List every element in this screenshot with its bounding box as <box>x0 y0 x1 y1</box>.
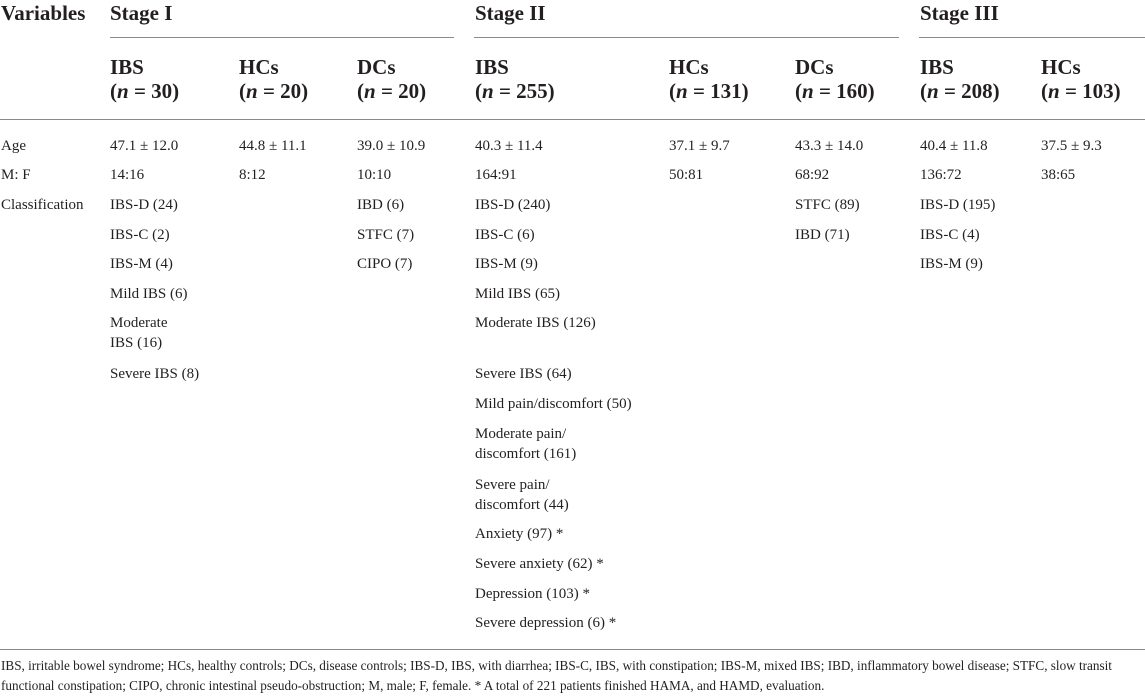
classification-item: STFC (7) <box>357 227 415 243</box>
classification-item: Mild pain/discomfort (50) <box>475 396 632 412</box>
classification-item: Severe pain/ <box>475 477 550 493</box>
classification-item: IBS-M (4) <box>110 256 173 272</box>
classification-item: IBS (16) <box>110 335 163 351</box>
classification-item: CIPO (7) <box>357 256 413 272</box>
col-n: (n = 255) <box>475 79 555 103</box>
sex-cell: 10:10 <box>357 167 392 183</box>
variables-header: Variables <box>1 1 86 25</box>
age-cell: 47.1 ± 12.0 <box>110 138 179 154</box>
age-cell: 39.0 ± 10.9 <box>357 138 426 154</box>
classification-item: Mild IBS (65) <box>475 286 561 302</box>
sex-cell: 50:81 <box>669 167 704 183</box>
stage3-underline <box>919 37 1145 38</box>
col-name: HCs <box>239 55 279 79</box>
classification-item: Moderate <box>110 315 168 331</box>
stage1-underline <box>110 37 454 38</box>
classification-item: IBS-M (9) <box>475 256 538 272</box>
age-cell: 37.5 ± 9.3 <box>1041 138 1102 154</box>
classification-item: Severe IBS (64) <box>475 366 572 382</box>
col-n: (n = 160) <box>795 79 875 103</box>
table-footnote: IBS, irritable bowel syndrome; HCs, healthy controls; DCs, disease controls; IBS-D, IBS, with diarrhea; IBS-C, IBS, with constipation; IBS-M, mixed IBS; IBD, inflammatory bowel disease; STFC, slow transit functional constipation; CIPO, chronic intestinal pseudo-obstruction; M, male; F, female. * A total of 221 patients finished HAMA, and HAMD, evaluation. <box>1 658 1112 693</box>
sex-cell: 14:16 <box>110 167 145 183</box>
col-n: (n = 131) <box>669 79 749 103</box>
col-n: (n = 20) <box>239 79 309 103</box>
classification-item: IBD (6) <box>357 197 405 213</box>
classification-item: Severe anxiety (62) * <box>475 556 604 572</box>
col-s1-hcs-header <box>239 55 308 103</box>
col-s1-dcs-header <box>357 55 426 103</box>
stage1-header: Stage I <box>110 1 173 25</box>
classification-item: Anxiety (97) * <box>475 526 564 542</box>
col-n: (n = 208) <box>920 79 1000 103</box>
age-cell: 40.3 ± 11.4 <box>475 138 543 154</box>
classification-item: IBS-C (4) <box>920 227 980 243</box>
classification-item: Moderate IBS (126) <box>475 315 596 331</box>
age-cell: 40.4 ± 11.8 <box>920 138 988 154</box>
classification-item: IBS-D (195) <box>920 197 996 213</box>
classification-item: Severe depression (6) * <box>475 615 617 631</box>
classification-item: IBD (71) <box>795 227 850 243</box>
col-name: DCs <box>357 55 396 79</box>
sex-cell: 38:65 <box>1041 167 1076 183</box>
classification-item: STFC (89) <box>795 197 860 213</box>
stage2-header: Stage II <box>475 1 546 25</box>
classification-item: IBS-D (240) <box>475 197 551 213</box>
col-s2-ibs-header <box>475 55 555 103</box>
sex-cell: 136:72 <box>920 167 962 183</box>
classification-item: IBS-M (9) <box>920 256 983 272</box>
col-name: DCs <box>795 55 834 79</box>
sex-cell: 8:12 <box>239 167 266 183</box>
row-label-age: Age <box>1 138 26 154</box>
age-cell: 44.8 ± 11.1 <box>239 138 307 154</box>
col-n: (n = 20) <box>357 79 427 103</box>
row-label-classification: Classification <box>1 197 84 213</box>
col-n: (n = 103) <box>1041 79 1121 103</box>
classification-item: Mild IBS (6) <box>110 286 188 302</box>
classification-item: Depression (103) * <box>475 586 590 602</box>
col-s2-dcs-header <box>795 55 875 103</box>
col-s2-hcs-header <box>669 55 749 103</box>
classification-item: discomfort (161) <box>475 446 577 462</box>
sex-cell: 68:92 <box>795 167 830 183</box>
col-name: HCs <box>1041 55 1081 79</box>
age-cell: 37.1 ± 9.7 <box>669 138 730 154</box>
classification-item: IBS-C (6) <box>475 227 535 243</box>
classification-item: discomfort (44) <box>475 497 569 513</box>
col-s3-hcs-header <box>1041 55 1121 103</box>
col-n: (n = 30) <box>110 79 180 103</box>
col-name: HCs <box>669 55 709 79</box>
classification-item: IBS-D (24) <box>110 197 178 213</box>
col-name: IBS <box>110 55 144 79</box>
age-cell: 43.3 ± 14.0 <box>795 138 864 154</box>
header-bottom-rule <box>0 119 1145 120</box>
classification-item: IBS-C (2) <box>110 227 170 243</box>
classification-item: Severe IBS (8) <box>110 366 200 382</box>
stage3-header: Stage III <box>920 1 999 25</box>
row-label-sex: M: F <box>1 167 31 183</box>
col-name: IBS <box>475 55 509 79</box>
stage2-underline <box>474 37 899 38</box>
col-s1-ibs-header <box>110 55 179 103</box>
col-name: IBS <box>920 55 954 79</box>
sex-cell: 164:91 <box>475 167 517 183</box>
table-bottom-rule <box>0 649 1145 650</box>
col-s3-ibs-header <box>920 55 1000 103</box>
classification-item: Moderate pain/ <box>475 426 567 442</box>
